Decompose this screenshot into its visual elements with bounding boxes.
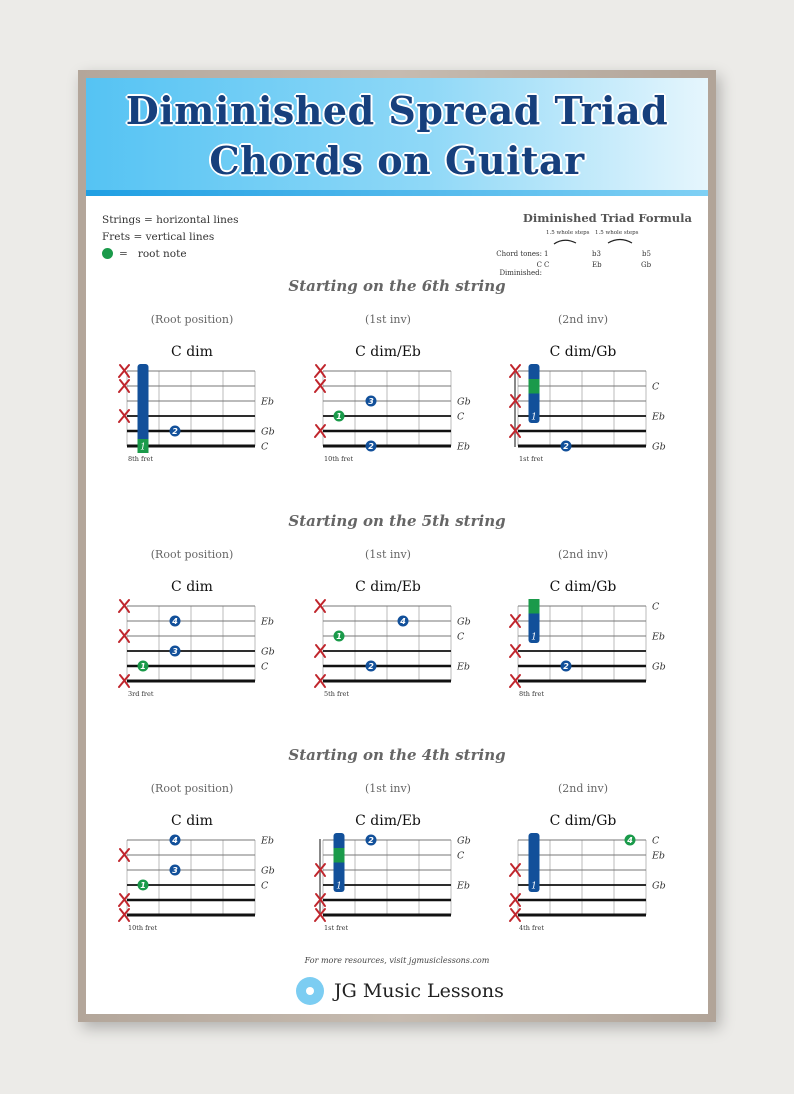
string-note-label: Eb: [652, 411, 666, 423]
chord-name: C dim/Eb: [355, 579, 421, 595]
string-note-label: Eb: [652, 631, 666, 643]
string-note-label: Eb: [457, 441, 471, 453]
finger-number: 2: [368, 442, 374, 451]
chord-diagram: [303, 359, 478, 474]
guitar-logo-icon: [296, 977, 324, 1005]
string-note-label: Eb: [261, 396, 275, 408]
section-heading: Starting on the 4th string: [288, 746, 506, 764]
note-c: C: [544, 261, 550, 269]
string-note-label: Eb: [457, 880, 471, 892]
triad-formula: [492, 211, 692, 277]
finger-number: 2: [563, 442, 569, 451]
brand-name: JG Music Lessons: [334, 980, 504, 1002]
string-note-label: Gb: [261, 426, 275, 438]
string-note-label: Gb: [652, 441, 666, 453]
chord-name: C dim: [171, 813, 213, 829]
string-note-label: Gb: [261, 646, 275, 658]
chord-diagram: [303, 828, 478, 943]
string-note-label: C: [652, 835, 660, 847]
string-note-label: Eb: [261, 835, 275, 847]
chord-name: C dim/Gb: [549, 344, 617, 360]
legend-root: root note: [137, 248, 187, 260]
note-eb: Eb: [592, 261, 602, 269]
chord-position: (2nd inv): [557, 782, 609, 795]
string-note-label: Gb: [652, 880, 666, 892]
fret-position-label: 1st fret: [519, 455, 544, 463]
string-note-label: C: [457, 411, 465, 423]
chord-diagram: [303, 594, 478, 709]
fret-position-label: 8th fret: [128, 455, 153, 463]
finger-number: 3: [172, 647, 178, 656]
footer-resources: For more resources, visit jgmusiclessons.com: [304, 956, 490, 965]
legend-eq: =: [119, 248, 128, 260]
step-label-2: 1.5 whole steps: [595, 230, 639, 236]
finger-number: 2: [563, 662, 569, 671]
legend: [102, 212, 238, 263]
fret-position-label: 3rd fret: [128, 690, 154, 698]
finger-number: 1: [140, 881, 146, 890]
chord-position: (2nd inv): [557, 548, 609, 561]
string-note-label: Gb: [457, 396, 471, 408]
string-note-label: Eb: [457, 661, 471, 673]
chord-position: (1st inv): [365, 548, 411, 561]
string-note-label: C: [652, 601, 660, 613]
string-note-label: Gb: [457, 616, 471, 628]
chord-position: (1st inv): [365, 782, 411, 795]
finger-number: 1: [336, 632, 342, 641]
chord-position: (Root position): [150, 313, 234, 326]
chord-position: (Root position): [150, 782, 234, 795]
finger-number: 4: [627, 836, 633, 845]
chord-diagram: [498, 594, 673, 709]
chord-diagram: [498, 359, 673, 474]
formula-title: Diminished Triad Formula: [522, 211, 692, 225]
chord-position: (2nd inv): [557, 313, 609, 326]
chord-position: (Root position): [150, 548, 234, 561]
note-gb: Gb: [641, 261, 652, 269]
finger-number: 2: [368, 662, 374, 671]
finger-number: 1: [336, 881, 342, 892]
title-line-1: Diminished Spread Triad: [125, 88, 669, 133]
chord-position: (1st inv): [365, 313, 411, 326]
finger-number: 1: [140, 442, 146, 453]
chord-name: C dim: [171, 579, 213, 595]
string-note-label: C: [261, 661, 269, 673]
tone-b5: b5: [642, 250, 651, 258]
string-note-label: C: [261, 441, 269, 453]
legend-frets: Frets = vertical lines: [102, 231, 215, 243]
section-heading: Starting on the 5th string: [288, 512, 506, 530]
step-arcs: [550, 237, 640, 245]
chord-diagram: [107, 594, 282, 709]
chord-name: C dim: [171, 344, 213, 360]
finger-number: 2: [172, 427, 178, 436]
finger-number: 1: [336, 412, 342, 421]
fret-position-label: 5th fret: [324, 690, 349, 698]
chord-diagram: [107, 359, 282, 474]
finger-number: 4: [172, 836, 178, 845]
finger-number: 3: [368, 397, 374, 406]
legend-strings: Strings = horizontal lines: [102, 214, 239, 226]
title-line-2: Chords on Guitar: [209, 138, 585, 183]
chord-name: C dim/Gb: [549, 579, 617, 595]
string-note-label: C: [652, 381, 660, 393]
header-bar: [86, 190, 708, 196]
section-heading: Starting on the 6th string: [288, 277, 506, 295]
string-note-label: C: [457, 631, 465, 643]
chord-diagram: [107, 828, 282, 943]
finger-number: 4: [172, 617, 178, 626]
c-dim-label: C Diminished:: [499, 261, 542, 277]
root-dot-icon: [102, 248, 113, 259]
fret-position-label: 10th fret: [128, 924, 158, 932]
poster: [86, 78, 708, 1014]
finger-number: 4: [400, 617, 406, 626]
tone-b3: b3: [592, 250, 601, 258]
chord-name: C dim/Eb: [355, 344, 421, 360]
tone-1: 1: [544, 250, 549, 258]
string-note-label: Eb: [652, 850, 666, 862]
string-note-label: Gb: [261, 865, 275, 877]
barre-root-segment: [529, 379, 540, 394]
fret-position-label: 10th fret: [324, 455, 354, 463]
finger-number: 2: [368, 836, 374, 845]
string-note-label: Gb: [457, 835, 471, 847]
finger-number: 1: [140, 662, 146, 671]
barre-root-segment: [529, 599, 540, 614]
string-note-label: C: [457, 850, 465, 862]
barre-root-segment: [334, 848, 345, 863]
string-note-label: Gb: [652, 661, 666, 673]
brand: [296, 976, 504, 1006]
step-label-1: 1.5 whole steps: [546, 230, 590, 236]
fret-position-label: 1st fret: [324, 924, 349, 932]
finger-number: 1: [531, 881, 537, 892]
finger-number: 3: [172, 866, 178, 875]
fret-position-label: 8th fret: [519, 690, 544, 698]
chord-tones-label: Chord tones:: [496, 250, 542, 258]
string-note-label: Eb: [261, 616, 275, 628]
chord-name: C dim/Gb: [549, 813, 617, 829]
finger-number: 1: [531, 632, 537, 643]
header-banner: [86, 78, 708, 196]
fret-position-label: 4th fret: [519, 924, 544, 932]
chord-diagram: [498, 828, 673, 943]
chord-name: C dim/Eb: [355, 813, 421, 829]
finger-number: 1: [531, 412, 537, 423]
string-note-label: C: [261, 880, 269, 892]
